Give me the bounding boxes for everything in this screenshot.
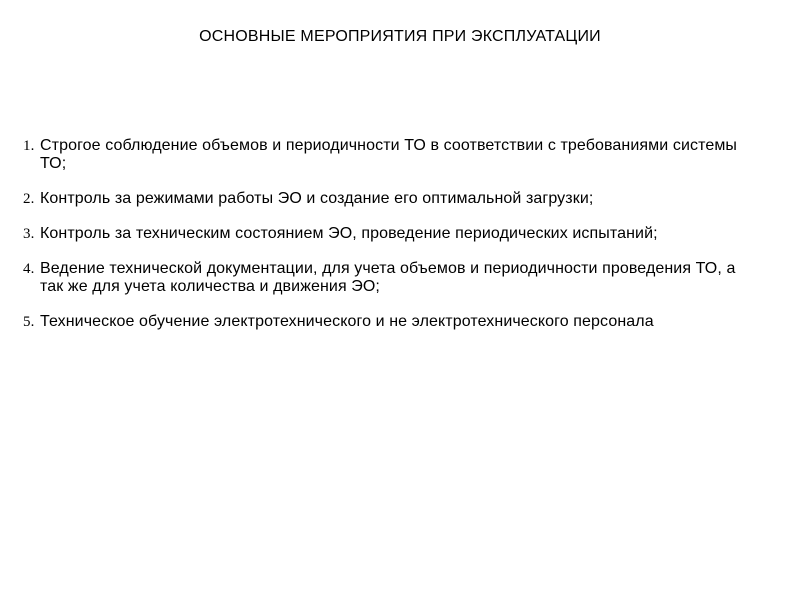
list-item-number: 5. [23, 314, 35, 330]
list-item-number: 3. [23, 226, 35, 242]
list-item-text: Ведение технической документации, для учета объемов и периодичности проведения ТО, а так же для учета количества и движения ЭО; [40, 260, 736, 295]
list-item-text: Контроль за режимами работы ЭО и создание его оптимальной загрузки; [40, 190, 594, 207]
list-item-4 [23, 260, 763, 296]
list-item-number: 4. [23, 261, 35, 277]
list-item-5 [23, 313, 763, 331]
list-item-1 [23, 137, 763, 173]
list-item-text: Техническое обучение электротехнического и не электротехнического персонала [40, 313, 654, 330]
list-item-number: 2. [23, 191, 35, 207]
list-item-text: Строгое соблюдение объемов и периодичности ТО в соответствии с требованиями системы ТО; [40, 137, 738, 172]
slide-title: ОСНОВНЫЕ МЕРОПРИЯТИЯ ПРИ ЭКСПЛУАТАЦИИ [199, 28, 601, 45]
measures-list [23, 137, 763, 348]
list-item-text: Контроль за техническим состоянием ЭО, проведение периодических испытаний; [40, 225, 658, 242]
list-item-2 [23, 190, 763, 208]
list-item-number: 1. [23, 138, 35, 154]
list-item-3 [23, 225, 763, 243]
